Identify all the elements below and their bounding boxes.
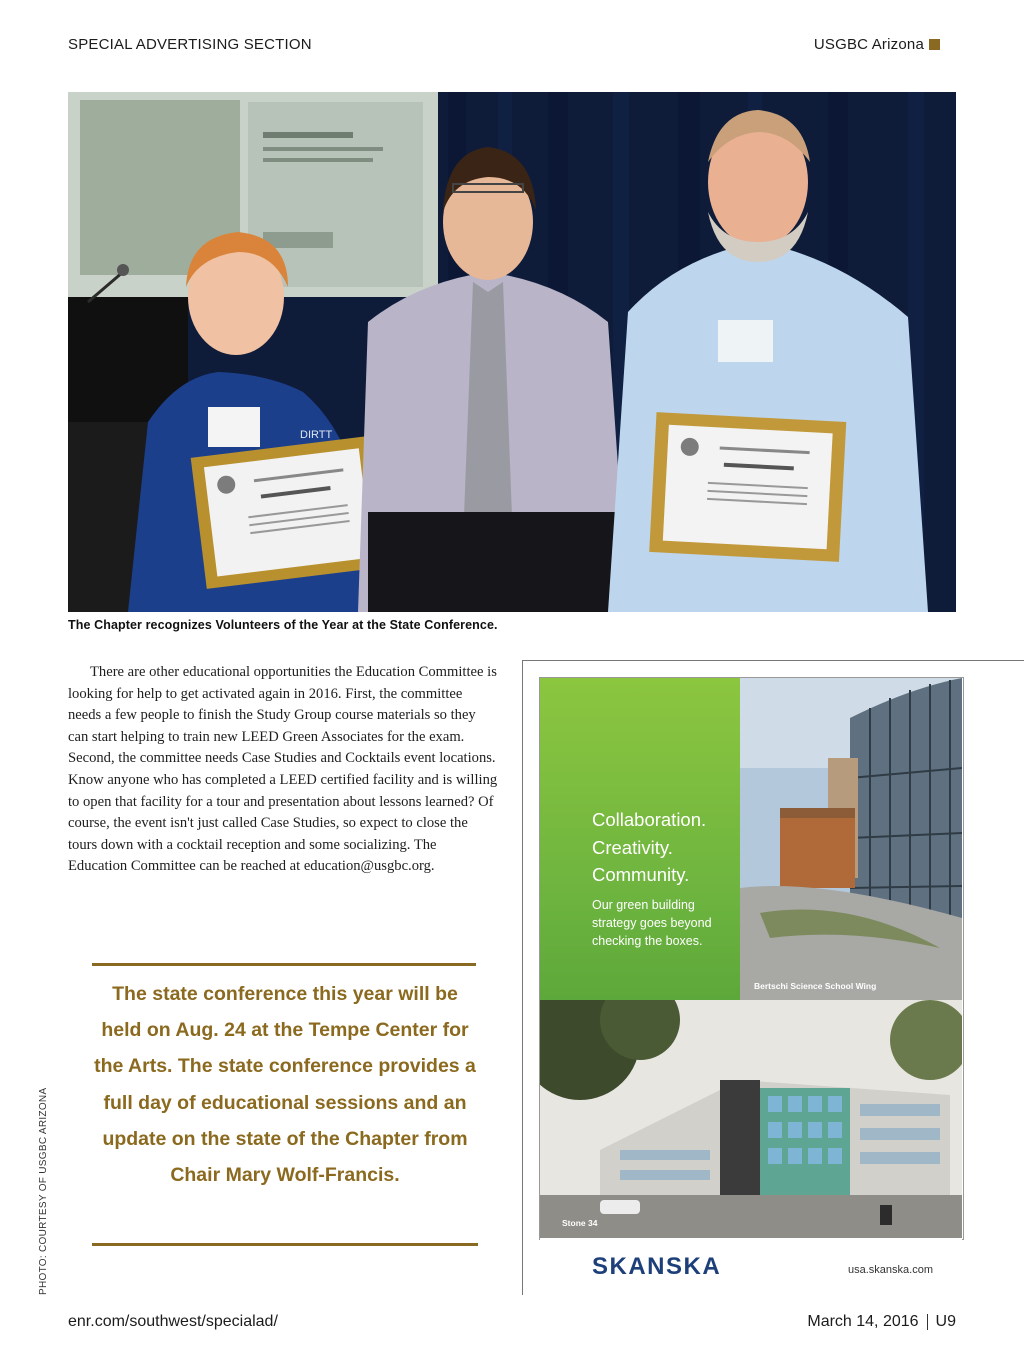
footer-divider bbox=[927, 1314, 928, 1330]
publication-label: USGBC Arizona bbox=[813, 36, 924, 53]
footer-date-page bbox=[807, 1313, 956, 1331]
skanska-logo: SKANSKA bbox=[592, 1253, 722, 1280]
award-photo bbox=[68, 92, 956, 612]
ad-tagline bbox=[592, 806, 706, 889]
ad-subline: Our green building strategy goes beyond checking the boxes. bbox=[592, 898, 712, 948]
footer-url: enr.com/southwest/specialad/ bbox=[68, 1313, 278, 1330]
pull-quote: The state conference this year will be held on Aug. 24 at the Tempe Center for the Arts. The state conference provides a full day of educational sessions and an update on the state of the Chapter from Chair Mary Wolf-Francis. bbox=[94, 983, 476, 1187]
ad-building-photo-2 bbox=[540, 1000, 962, 1238]
pull-quote-rule-bottom bbox=[92, 1243, 478, 1246]
ad-url: usa.skanska.com bbox=[848, 1264, 933, 1276]
section-label: SPECIAL ADVERTISING SECTION bbox=[68, 36, 312, 53]
ad-building-photo-1 bbox=[740, 678, 962, 1000]
photo-credit: PHOTO: COURTESY OF USGBC ARIZONA bbox=[38, 1087, 49, 1295]
pull-quote-rule-top bbox=[92, 963, 476, 966]
ad-tagline-line-1: Collaboration. bbox=[592, 809, 707, 830]
photo-caption: The Chapter recognizes Volunteers of the Year at the State Conference. bbox=[68, 618, 498, 632]
footer-date: March 14, 2016 bbox=[807, 1313, 919, 1330]
article-paragraph: There are other educational opportunities the Education Committee is looking for help to get activated again in 2016. First, the committee needs a few people to finish the Study Group course materials so they can start helping to train new LEED Green Associates for the exam. Second, the committee needs Case Studies and Cocktails event locations. Know anyone who has completed a LEED certified facility and is willing to open that facility for a tour and presentation about lessons learned? Of course, the event isn't just called Case Studies, so expect to close the tours down with a cocktail reception and some socializing. The Education Committee can be reached at education@usgbc.org. bbox=[68, 664, 498, 875]
page-number: U9 bbox=[935, 1313, 956, 1330]
shirt-badge-text: DIRTT bbox=[300, 429, 333, 441]
ad-photo-1-label: Bertschi Science School Wing bbox=[754, 981, 877, 991]
square-bullet-icon bbox=[929, 39, 940, 50]
ad-tagline-line-2: Creativity. bbox=[592, 836, 673, 858]
publication-label-group bbox=[814, 36, 940, 53]
ad-tagline-line-3: Community. bbox=[592, 864, 690, 885]
ad-photo-2-label: Stone 34 bbox=[562, 1218, 598, 1228]
